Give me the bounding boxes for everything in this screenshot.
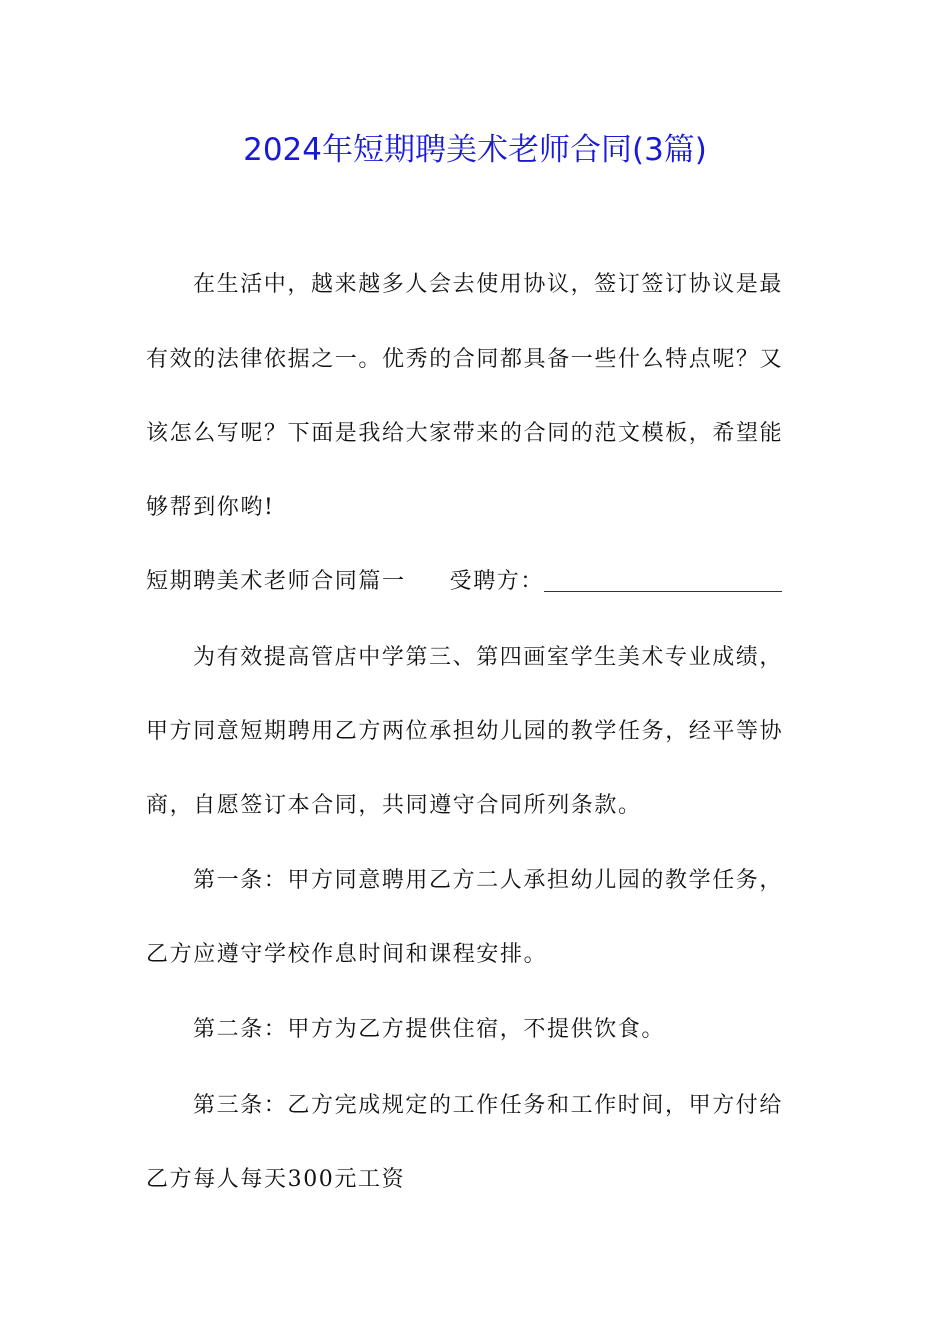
section-heading: 短期聘美术老师合同篇一 bbox=[146, 569, 406, 594]
clause2-line-1: 第二条：甲方为乙方提供住宿，不提供饮食。 bbox=[193, 1017, 666, 1042]
clause3-line-1: 第三条：乙方完成规定的工作任务和工作时间，甲方付给 bbox=[193, 1093, 784, 1118]
intro-line-1: 在生活中，越来越多人会去使用协议，签订签订协议是最 bbox=[193, 272, 784, 297]
preamble-line-2: 甲方同意短期聘用乙方两位承担幼儿园的教学任务，经平等协 bbox=[146, 719, 784, 744]
intro-line-4: 够帮到你哟! bbox=[146, 495, 275, 520]
document-title: 2024年短期聘美术老师合同(3篇) bbox=[243, 132, 707, 168]
intro-line-2: 有效的法律依据之一。优秀的合同都具备一些什么特点呢？又 bbox=[146, 347, 784, 372]
intro-line-3: 该怎么写呢？下面是我给大家带来的合同的范文模板，希望能 bbox=[146, 421, 784, 446]
clause1-line-1: 第一条：甲方同意聘用乙方二人承担幼儿园的教学任务， bbox=[193, 868, 784, 893]
clause3-line-2: 乙方每人每天300元工资 bbox=[146, 1167, 406, 1192]
party-label: 受聘方： bbox=[449, 569, 545, 594]
preamble-line-1: 为有效提高管店中学第三、第四画室学生美术专业成绩， bbox=[193, 645, 784, 670]
party-blank-line bbox=[544, 569, 782, 592]
section-heading-row bbox=[146, 567, 782, 597]
clause1-line-2: 乙方应遵守学校作息时间和课程安排。 bbox=[146, 942, 548, 967]
preamble-line-3: 商，自愿签订本合同，共同遵守合同所列条款。 bbox=[146, 793, 642, 818]
